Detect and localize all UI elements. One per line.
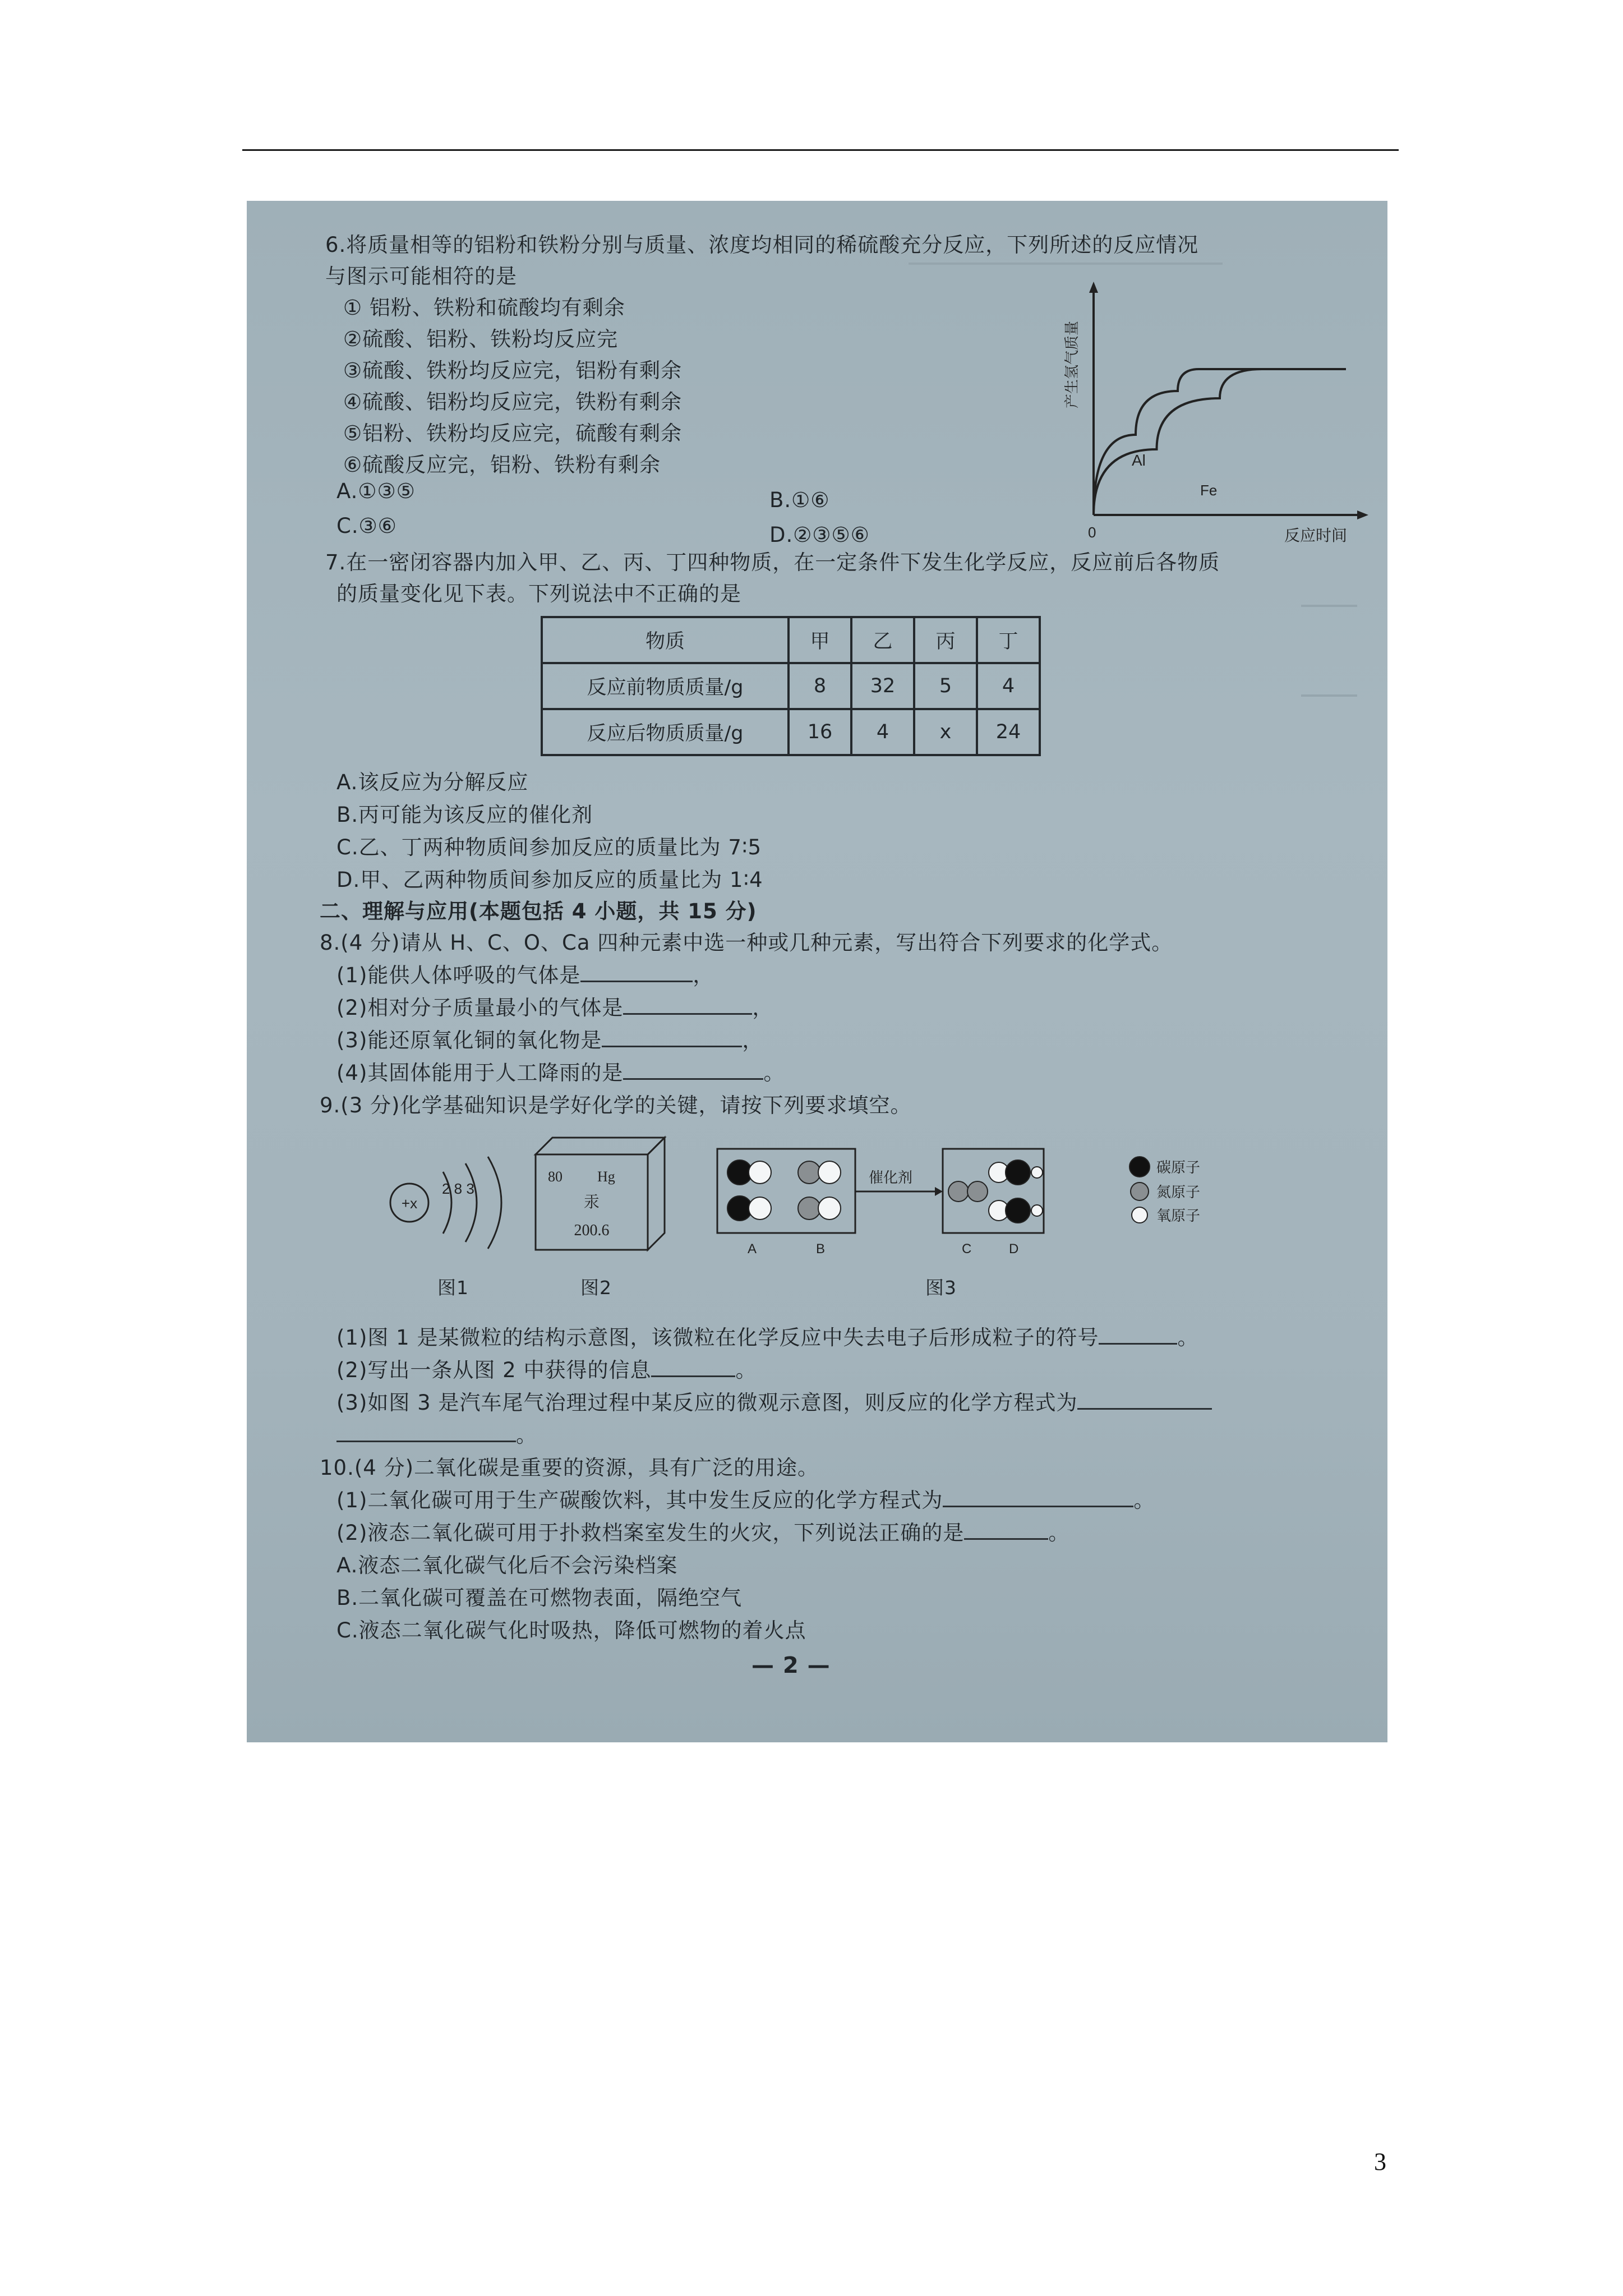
- hydrogen-mass-chart: [1043, 268, 1374, 571]
- bleed-mark: [909, 263, 1223, 265]
- table-cell: 反应后物质质量/g: [542, 709, 789, 755]
- atomic-number: 80: [548, 1168, 562, 1185]
- footer-page-number: — 2 —: [751, 1653, 831, 1678]
- atom-legend: [1127, 1154, 1251, 1227]
- table-cell: 32: [851, 663, 914, 709]
- table-cell: 16: [789, 709, 851, 755]
- table-cell: 8: [789, 663, 851, 709]
- q7-choice-d: D.甲、乙两种物质间参加反应的质量比为 1∶4: [336, 868, 763, 892]
- oxygen-atom: [818, 1161, 841, 1184]
- carbon-atom: [1006, 1198, 1030, 1223]
- answer-blank[interactable]: [336, 1436, 516, 1442]
- molecule-label-a: A: [748, 1241, 757, 1257]
- exam-photo: [247, 201, 1387, 1742]
- table-row: [542, 663, 1040, 709]
- q9-item-3-text: (3)如图 3 是汽车尾气治理过程中某反应的微观示意图，则反应的化学方程式为: [336, 1391, 1078, 1415]
- series-al-label: Al: [1132, 452, 1146, 469]
- q10-choice-b: B.二氧化碳可覆盖在可燃物表面，隔绝空气: [336, 1586, 743, 1610]
- table-header-cell: 丁: [977, 617, 1040, 663]
- figure-1-atom-structure: [381, 1141, 527, 1253]
- figure-3-caption: 图3: [925, 1277, 957, 1299]
- oxygen-atom: [749, 1197, 771, 1220]
- q10-stem: 10.(4 分)二氧化碳是重要的资源，具有广泛的用途。: [320, 1456, 819, 1480]
- q10-item-2: (2)液态二氧化碳可用于扑救档案室发生的火灾，下列说法正确的是 。: [336, 1521, 1070, 1545]
- page-number: 3: [1374, 2148, 1386, 2175]
- figure-2-caption: 图2: [580, 1277, 612, 1299]
- q7-stem-line1: 7.在一密闭容器内加入甲、乙、丙、丁四种物质，在一定条件下发生化学反应，反应前后各物质: [325, 550, 1220, 574]
- header-rule: [242, 149, 1399, 151]
- series-fe-label: Fe: [1200, 482, 1218, 499]
- q8-item-2: (2)相对分子质量最小的气体是 ，: [336, 996, 774, 1020]
- q7-choice-b: B.丙可能为该反应的催化剂: [336, 803, 593, 827]
- section-title: 二、理解与应用(本题包括 4 小题，共 15 分): [320, 899, 757, 923]
- series-fe-line: [1094, 369, 1346, 515]
- q9-item-2-text: (2)写出一条从图 2 中获得的信息: [336, 1358, 652, 1382]
- element-symbol: Hg: [597, 1168, 615, 1185]
- table-cell: 5: [914, 663, 977, 709]
- figure-3-reaction-diagram: [715, 1147, 1046, 1259]
- answer-blank[interactable]: [623, 1009, 752, 1015]
- x-axis-label: 反应时间: [1284, 526, 1348, 545]
- q9-item-3: [336, 1386, 1212, 1416]
- table-header-cell: 物质: [542, 617, 789, 663]
- oxygen-atom: [1031, 1167, 1043, 1178]
- nitrogen-atom: [967, 1181, 988, 1202]
- answer-blank[interactable]: [943, 1501, 1133, 1507]
- answer-blank[interactable]: [1077, 1404, 1212, 1410]
- q10-choice-a: A.液态二氧化碳气化后不会污染档案: [336, 1553, 678, 1577]
- q8-item-1-text: (1)能供人体呼吸的气体是: [336, 963, 581, 987]
- oxygen-atom: [749, 1161, 771, 1184]
- legend-oxygen-swatch: [1132, 1207, 1147, 1223]
- oxygen-atom: [818, 1197, 841, 1220]
- q8-item-2-text: (2)相对分子质量最小的气体是: [336, 996, 624, 1020]
- q9-stem: 9.(3 分)化学基础知识是学好化学的关键，请按下列要求填空。: [320, 1093, 912, 1117]
- q9-item-1: (1)图 1 是某微粒的结构示意图，该微粒在化学反应中失去电子后形成粒子的符号 。: [336, 1326, 1199, 1350]
- table-header-row: [542, 617, 1040, 663]
- element-name: 汞: [583, 1193, 600, 1211]
- bleed-mark: [1301, 605, 1357, 607]
- q6-option-4: ④硫酸、铝粉均反应完，铁粉有剩余: [343, 390, 683, 414]
- answer-blank[interactable]: [580, 976, 693, 982]
- y-axis-label: 产生氢气质量: [1064, 320, 1081, 408]
- q8-item-4: (4)其固体能用于人工降雨的是 。: [336, 1061, 785, 1085]
- q6-option-6: ⑥硫酸反应完，铝粉、铁粉有剩余: [343, 453, 661, 477]
- table-cell: x: [914, 709, 977, 755]
- q6-stem-line1: 6.将质量相等的铝粉和铁粉分别与质量、浓度均相同的稀硫酸充分反应，下列所述的反应情况: [325, 233, 1199, 257]
- q9-item-1-text: (1)图 1 是某微粒的结构示意图，该微粒在化学反应中失去电子后形成粒子的符号: [336, 1326, 1099, 1350]
- table-cell: 4: [977, 663, 1040, 709]
- q8-item-1: (1)能供人体呼吸的气体是 ，: [336, 963, 714, 987]
- carbon-atom: [1006, 1160, 1030, 1185]
- origin-label: 0: [1088, 524, 1096, 541]
- q6-choice-c: C.③⑥: [336, 514, 397, 538]
- catalyst-label: 催化剂: [869, 1170, 913, 1186]
- table-cell: 4: [851, 709, 914, 755]
- q9-item-2: (2)写出一条从图 2 中获得的信息 。: [336, 1358, 757, 1382]
- q6-choice-a: A.①③⑤: [336, 479, 416, 503]
- bleed-mark: [1301, 694, 1357, 697]
- q8-stem: 8.(4 分)请从 H、C、O、Ca 四种元素中选一种或几种元素，写出符合下列要求的化学式。: [320, 931, 1173, 955]
- oxygen-atom: [1031, 1205, 1043, 1216]
- q6-stem-line2: 与图示可能相符的是: [325, 264, 517, 288]
- q6-option-3: ③硫酸、铁粉均反应完，铝粉有剩余: [343, 358, 683, 383]
- q6-option-5: ⑤铝粉、铁粉均反应完，硫酸有剩余: [343, 421, 683, 445]
- q6-option-2: ②硫酸、铝粉、铁粉均反应完: [343, 327, 619, 351]
- nitrogen-atom: [948, 1181, 969, 1202]
- legend-nitrogen-label: 氮原子: [1156, 1184, 1201, 1201]
- q10-item-2-text: (2)液态二氧化碳可用于扑救档案室发生的火灾，下列说法正确的是: [336, 1521, 965, 1545]
- atomic-mass: 200.6: [574, 1222, 610, 1239]
- table-header-cell: 丙: [914, 617, 977, 663]
- q8-item-3: (3)能还原氧化铜的氧化物是 ，: [336, 1028, 764, 1052]
- q6-choice-b: B.①⑥: [769, 488, 830, 512]
- table-row: [542, 709, 1040, 755]
- q8-item-3-text: (3)能还原氧化铜的氧化物是: [336, 1028, 602, 1052]
- q7-stem-line2: 的质量变化见下表。下列说法中不正确的是: [336, 582, 741, 606]
- legend-oxygen-label: 氧原子: [1156, 1208, 1201, 1225]
- q10-choice-c: C.液态二氧化碳气化时吸热，降低可燃物的着火点: [336, 1618, 806, 1642]
- q8-item-4-text: (4)其固体能用于人工降雨的是: [336, 1061, 624, 1085]
- nitrogen-atom: [798, 1197, 820, 1220]
- molecule-label-b: B: [816, 1241, 826, 1257]
- figure-2-element-cell: [530, 1132, 670, 1255]
- q10-item-1: (1)二氧化碳可用于生产碳酸饮料，其中发生反应的化学方程式为 。: [336, 1488, 1155, 1512]
- nitrogen-atom: [798, 1161, 820, 1184]
- legend-nitrogen-swatch: [1131, 1182, 1149, 1200]
- legend-carbon-swatch: [1129, 1157, 1150, 1177]
- legend-carbon-label: 碳原子: [1156, 1159, 1201, 1176]
- table-header-cell: 乙: [851, 617, 914, 663]
- nucleus-charge: +x: [401, 1195, 418, 1212]
- answer-blank[interactable]: [1099, 1338, 1177, 1345]
- figure-1-caption: 图1: [437, 1277, 469, 1299]
- q10-item-1-text: (1)二氧化碳可用于生产碳酸饮料，其中发生反应的化学方程式为: [336, 1488, 943, 1512]
- molecule-label-c: C: [962, 1241, 972, 1257]
- table-cell: 反应前物质质量/g: [542, 663, 789, 709]
- q6-choice-d: D.②③⑤⑥: [769, 523, 870, 547]
- q7-choice-a: A.该反应为分解反应: [336, 770, 529, 794]
- answer-blank[interactable]: [623, 1074, 763, 1080]
- answer-blank[interactable]: [602, 1041, 742, 1047]
- molecule-label-d: D: [1009, 1241, 1019, 1257]
- answer-blank[interactable]: [964, 1534, 1048, 1540]
- electron-shells: 2 8 3: [442, 1180, 474, 1197]
- q6-option-1: ① 铝粉、铁粉和硫酸均有剩余: [343, 296, 625, 320]
- mass-change-table: [541, 616, 1041, 756]
- answer-blank[interactable]: [651, 1371, 735, 1377]
- q7-choice-c: C.乙、丁两种物质间参加反应的质量比为 7∶5: [336, 835, 762, 859]
- table-cell: 24: [977, 709, 1040, 755]
- table-header-cell: 甲: [789, 617, 851, 663]
- q9-item-3-continued: 。: [336, 1418, 537, 1448]
